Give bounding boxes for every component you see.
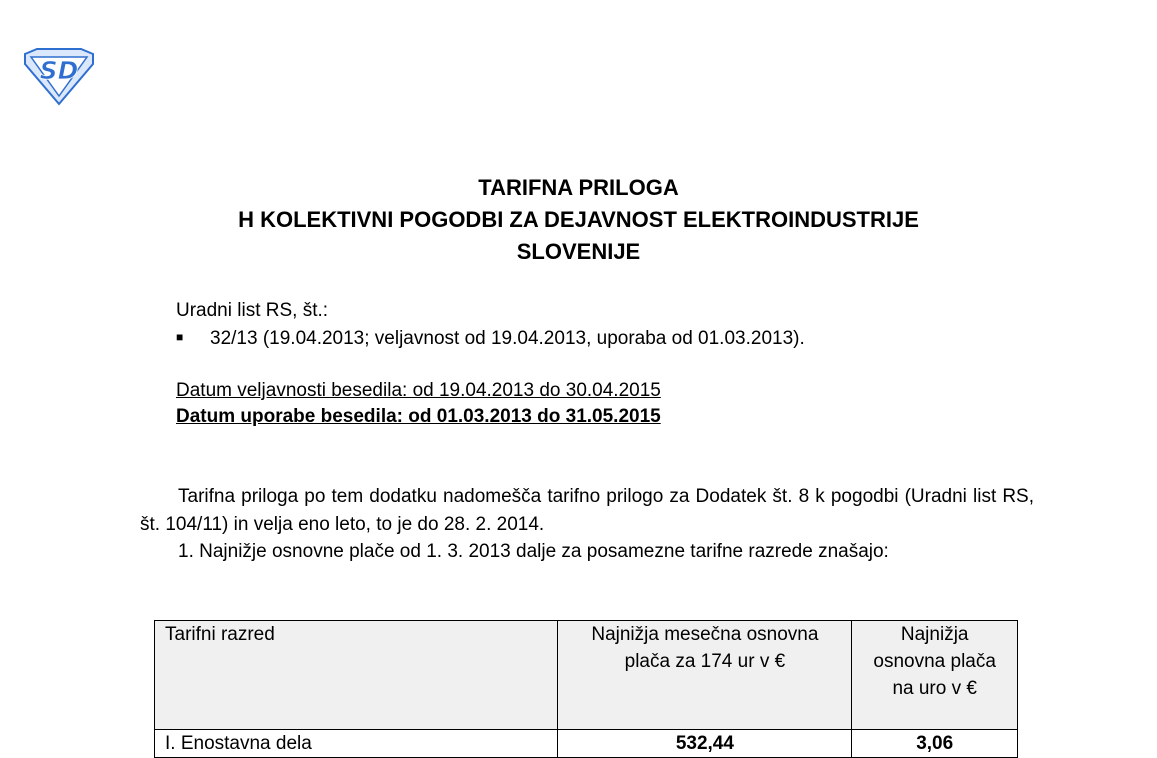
intro-paragraph: Tarifna priloga po tem dodatku nadomešča tarifno prilogo za Dodatek št. 8 k pogodbi (Uradni list RS, št. 104/11) in velja eno leto, to je do 28. 2. 2014. (140, 486, 1034, 535)
gazette-label: Uradni list RS, št.: (176, 300, 329, 321)
header-monthly-wage: Najnižja mesečna osnovna plača za 174 ur v € (558, 621, 852, 730)
title-line-1: TARIFNA PRILOGA (478, 175, 679, 200)
table-row (155, 730, 1018, 758)
svg-text:SD: SD (39, 56, 79, 85)
company-logo (22, 48, 96, 106)
header-tariff-class: Tarifni razred (155, 621, 558, 730)
document-title (0, 172, 1157, 268)
title-line-3: SLOVENIJE (516, 239, 641, 264)
validity-date-text: Datum veljavnosti besedila: od 19.04.2013 do 30.04.2015 (176, 380, 661, 401)
title-line-2: H KOLEKTIVNI POGODBI ZA DEJAVNOST ELEKTROINDUSTRIJE (238, 207, 919, 232)
sd-shield-logo-icon (22, 48, 96, 106)
bullet-icon: ■ (176, 330, 184, 344)
usage-date-text: Datum uporabe besedila: od 01.03.2013 do 31.05.2015 (176, 406, 661, 427)
gazette-item-text: 32/13 (19.04.2013; veljavnost od 19.04.2013, uporaba od 01.03.2013). (210, 328, 805, 349)
hourly-wage-cell: 3,06 (852, 730, 1018, 758)
tariff-class-cell: I. Enostavna dela (155, 730, 558, 758)
monthly-wage-cell: 532,44 (558, 730, 852, 758)
gazette-list-item (176, 325, 805, 351)
tariff-table (154, 620, 1018, 758)
table-header-row (155, 621, 1018, 730)
header-hourly-wage: Najnižja osnovna plača na uro v € (852, 621, 1018, 730)
minimum-wage-paragraph: 1. Najnižje osnovne plače od 1. 3. 2013 dalje za posamezne tarifne razrede znašajo: (178, 541, 889, 562)
